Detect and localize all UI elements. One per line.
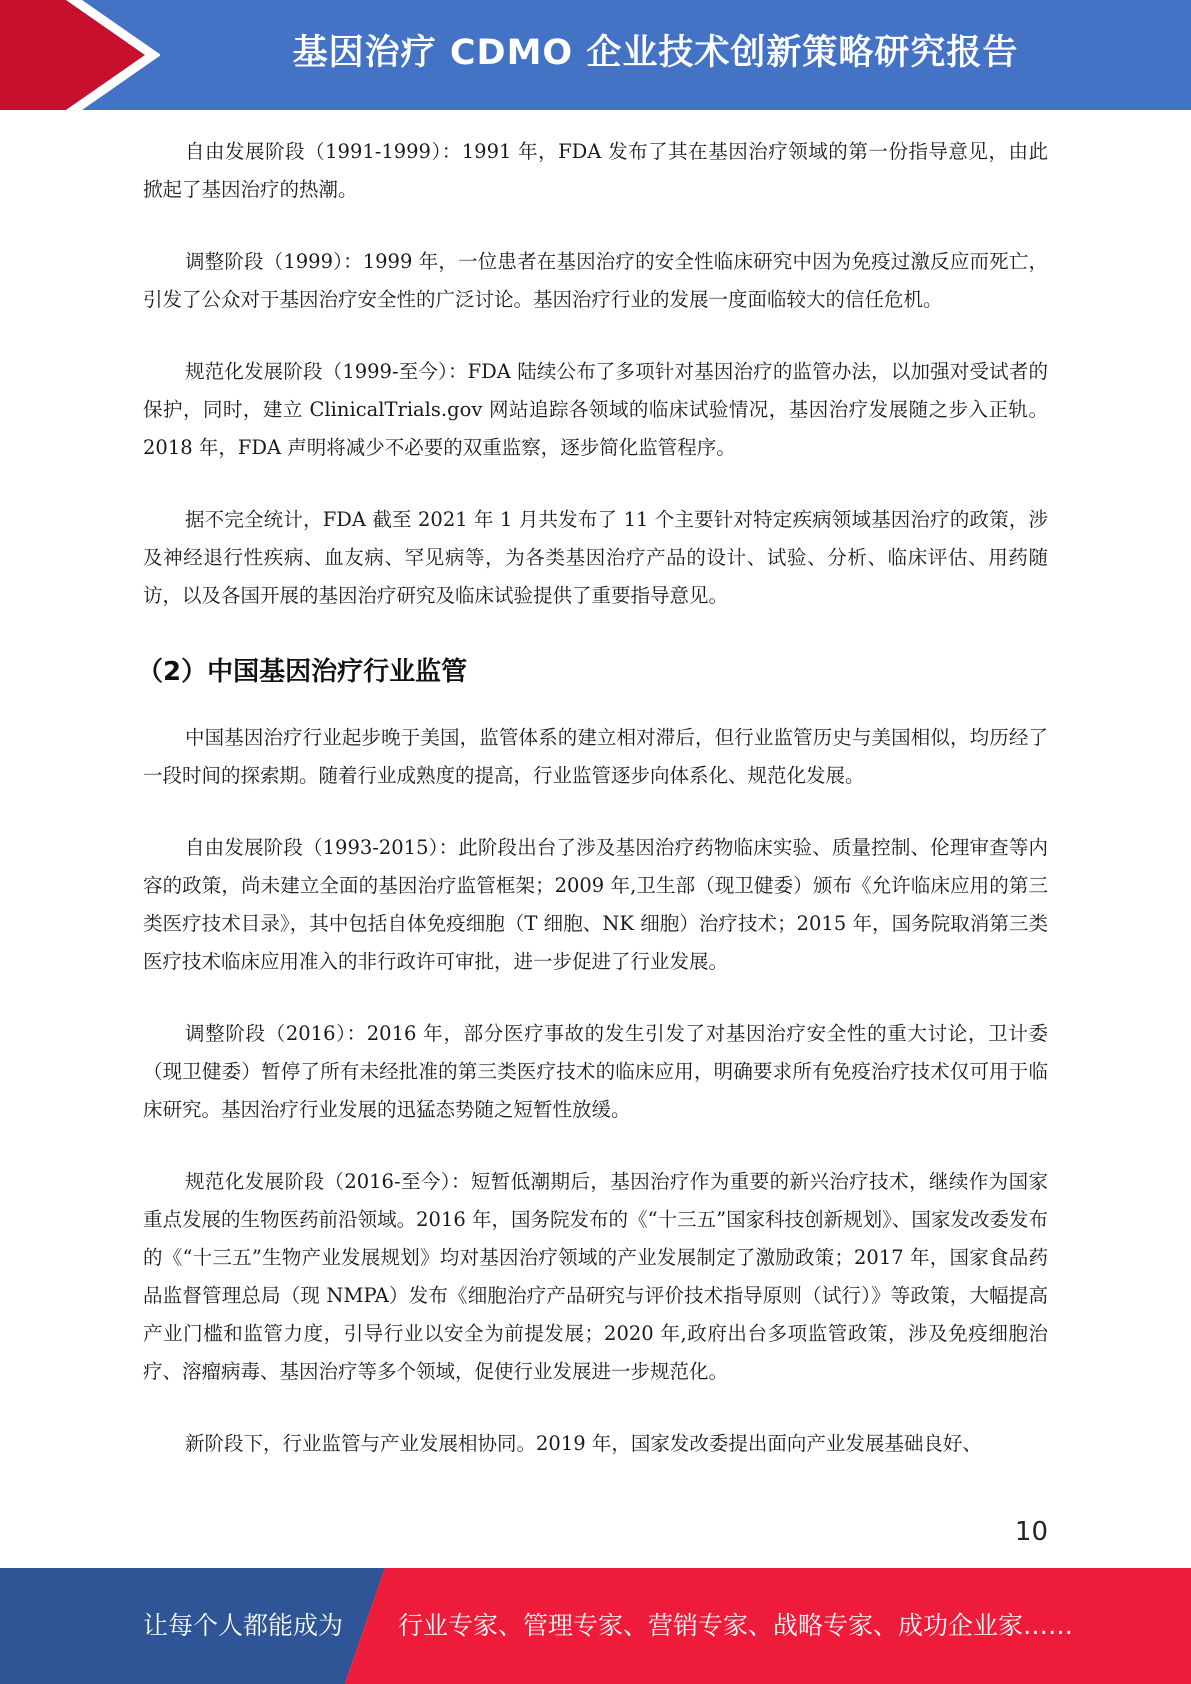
- page-header: [0, 0, 1191, 110]
- paragraph-us-stage-3: 规范化发展阶段（1999-至今）：FDA 陆续公布了多项针对基因治疗的监管办法，以加强对受试者的保护，同时，建立 ClinicalTrials.gov 网站追踪各领域的临床试验情况，基因治疗发展随之步入正轨。2018 年，FDA 声明将减少不必要的双重监察，逐步简化监管程序。: [143, 360, 1048, 459]
- section-heading: （2）中国基因治疗行业监管: [137, 657, 468, 687]
- page-footer: [0, 1568, 1191, 1684]
- page-number: 10: [1014, 1517, 1048, 1547]
- footer-slogan-left: 让每个人都能成为: [143, 1611, 344, 1640]
- paragraph-us-stage-1: 自由发展阶段（1991-1999）：1991 年，FDA 发布了其在基因治疗领域的第一份指导意见，由此掀起了基因治疗的热潮。: [143, 140, 1048, 201]
- paragraph-us-stage-2: 调整阶段（1999）：1999 年，一位患者在基因治疗的安全性临床研究中因为免疫过激反应而死亡，引发了公众对于基因治疗安全性的广泛讨论。基因治疗行业的发展一度面临较大的信任危机。: [143, 250, 1048, 311]
- report-title: 基因治疗 CDMO 企业技术创新策略研究报告: [292, 33, 1019, 73]
- footer-slogan-right: 行业专家、管理专家、营销专家、战略专家、成功企业家……: [398, 1611, 1074, 1640]
- paragraph-us-summary: 据不完全统计，FDA 截至 2021 年 1 月共发布了 11 个主要针对特定疾病领域基因治疗的政策，涉及神经退行性疾病、血友病、罕见病等，为各类基因治疗产品的设计、试验、分析、临床评估、用药随访，以及各国开展的基因治疗研究及临床试验提供了重要指导意见。: [143, 508, 1048, 607]
- paragraph-cn-new-stage: 新阶段下，行业监管与产业发展相协同。2019 年，国家发改委提出面向产业发展基础良好、: [185, 1432, 982, 1455]
- paragraph-cn-stage-3: 规范化发展阶段（2016-至今）：短暂低潮期后，基因治疗作为重要的新兴治疗技术，继续作为国家重点发展的生物医药前沿领域。2016 年，国务院发布的《“十三五”国家科技创新规划》、国家发改委发布的《“十三五”生物产业发展规划》均对基因治疗领域的产业发展制定了激励政策；2017 年，国家食品药品监督管理总局（现 NMPA）发布《细胞治疗产品研究与评价技术指导原则（试行）》等政策，大幅提高产业门槛和监管力度，引导行业以安全为前提发展；2020 年,政府出台多项监管政策，涉及免疫细胞治疗、溶瘤病毒、基因治疗等多个领域，促使行业发展进一步规范化。: [143, 1170, 1048, 1383]
- paragraph-cn-stage-2: 调整阶段（2016）：2016 年，部分医疗事故的发生引发了对基因治疗安全性的重大讨论，卫计委（现卫健委）暂停了所有未经批准的第三类医疗技术的临床应用，明确要求所有免疫治疗技术仅可用于临床研究。基因治疗行业发展的迅猛态势随之短暂性放缓。: [143, 1022, 1048, 1121]
- body-content: [137, 133, 1048, 1497]
- paragraph-cn-stage-1: 自由发展阶段（1993-2015）：此阶段出台了涉及基因治疗药物临床实验、质量控制、伦理审查等内容的政策，尚未建立全面的基因治疗监管框架；2009 年,卫生部（现卫健委）颁布《允许临床应用的第三类医疗技术目录》，其中包括自体免疫细胞（T 细胞、NK 细胞）治疗技术；2015 年，国务院取消第三类医疗技术临床应用准入的非行政许可审批，进一步促进了行业发展。: [143, 836, 1048, 973]
- paragraph-cn-intro: 中国基因治疗行业起步晚于美国，监管体系的建立相对滞后，但行业监管历史与美国相似，均历经了一段时间的探索期。随着行业成熟度的提高，行业监管逐步向体系化、规范化发展。: [143, 726, 1048, 787]
